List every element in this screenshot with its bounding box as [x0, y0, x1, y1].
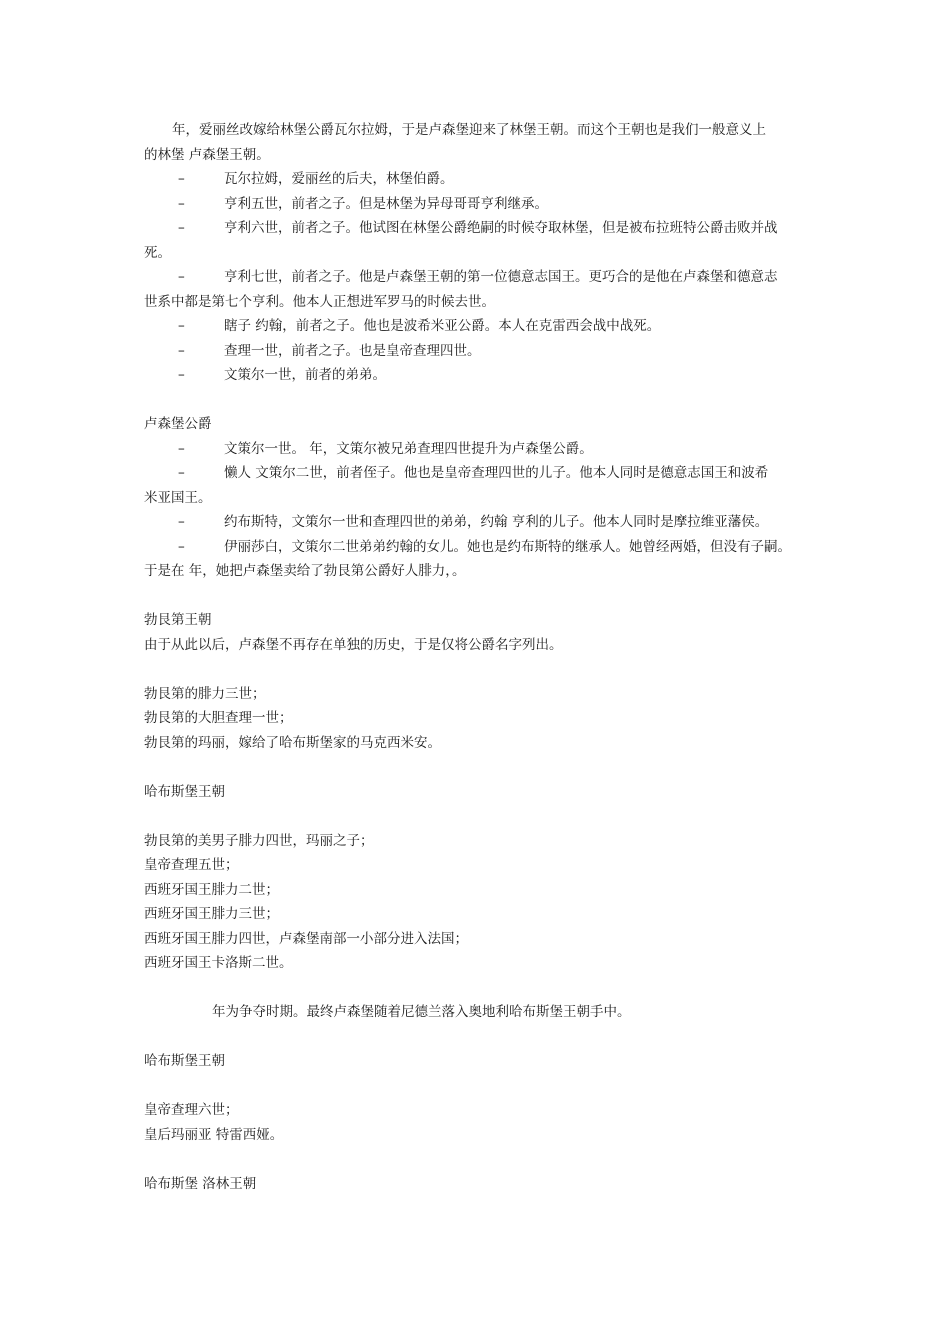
section-heading-habsburg: 哈布斯堡王朝	[144, 783, 225, 800]
list-item: – 查理一世，前者之子。也是皇帝查理四世。	[178, 342, 481, 359]
list-item-continuation: 米亚国王。	[144, 489, 212, 506]
list-item: 勃艮第的腓力三世；	[144, 685, 266, 702]
list-item-continuation: 于是在 年，她把卢森堡卖给了勃艮第公爵好人腓力，。	[144, 563, 466, 579]
intro-line-1: 年，爱丽丝改嫁给林堡公爵瓦尔拉姆，于是卢森堡迎来了林堡王朝。而这个王朝也是我们一般意义上	[172, 122, 766, 138]
list-item: 西班牙国王腓力三世；	[144, 906, 279, 922]
section-heading-dukes: 卢森堡公爵	[144, 416, 212, 432]
list-item: – 亨利六世，前者之子。他试图在林堡公爵绝嗣的时候夺取林堡，但是被布拉班特公爵击败并战	[178, 220, 778, 236]
list-item: 皇后玛丽亚 特雷西娅。	[144, 1126, 284, 1143]
list-item: 西班牙国王腓力四世，卢森堡南部一小部分进入法国；	[144, 930, 468, 947]
list-item: – 伊丽莎白，文策尔二世弟弟约翰的女儿。她也是约布斯特的继承人。她曾经两婚，但没有子嗣。	[178, 538, 791, 555]
list-item: 皇帝查理五世；	[144, 857, 239, 873]
list-item: – 文策尔一世，前者的弟弟。	[178, 367, 386, 383]
section-heading-habsburg-2: 哈布斯堡王朝	[144, 1053, 225, 1069]
list-item: – 约布斯特，文策尔一世和查理四世的弟弟，约翰 亨利的儿子。他本人同时是摩拉维亚藩侯。	[178, 514, 769, 530]
list-item: – 文策尔一世。 年，文策尔被兄弟查理四世提升为卢森堡公爵。	[178, 440, 593, 457]
list-item: 西班牙国王腓力二世；	[144, 881, 279, 898]
list-item: 勃艮第的玛丽，嫁给了哈布斯堡家的马克西米安。	[144, 734, 441, 751]
list-item: – 亨利五世，前者之子。但是林堡为异母哥哥亨利继承。	[178, 195, 548, 212]
list-item: 勃艮第的大胆查理一世；	[144, 710, 293, 726]
interlude-text: 年为争夺时期。最终卢森堡随着尼德兰落入奥地利哈布斯堡王朝手中。	[212, 1004, 631, 1020]
list-item: – 懒人 文策尔二世，前者侄子。他也是皇帝查理四世的儿子。他本人同时是德意志国王和波希	[178, 465, 769, 481]
section-heading-habsburg-lorraine: 哈布斯堡 洛林王朝	[144, 1175, 257, 1192]
section-note: 由于从此以后，卢森堡不再存在单独的历史，于是仅将公爵名字列出。	[144, 636, 563, 653]
list-item: – 瓦尔拉姆，爱丽丝的后夫，林堡伯爵。	[178, 171, 454, 187]
document-page	[144, 118, 808, 1196]
intro-line-2: 的林堡 卢森堡王朝。	[144, 146, 270, 163]
list-item: – 瞎子 约翰，前者之子。他也是波希米亚公爵。本人在克雷西会战中战死。	[178, 318, 661, 334]
list-item: 西班牙国王卡洛斯二世。	[144, 955, 293, 971]
section-heading-burgundy: 勃艮第王朝	[144, 612, 212, 628]
list-item-continuation: 世系中都是第七个亨利。他本人正想进军罗马的时候去世。	[144, 293, 495, 310]
list-item: 勃艮第的美男子腓力四世，玛丽之子；	[144, 832, 374, 849]
list-item: 皇帝查理六世；	[144, 1102, 239, 1118]
list-item-continuation: 死。	[144, 244, 171, 261]
list-item: – 亨利七世，前者之子。他是卢森堡王朝的第一位德意志国王。更巧合的是他在卢森堡和德意志	[178, 269, 778, 285]
